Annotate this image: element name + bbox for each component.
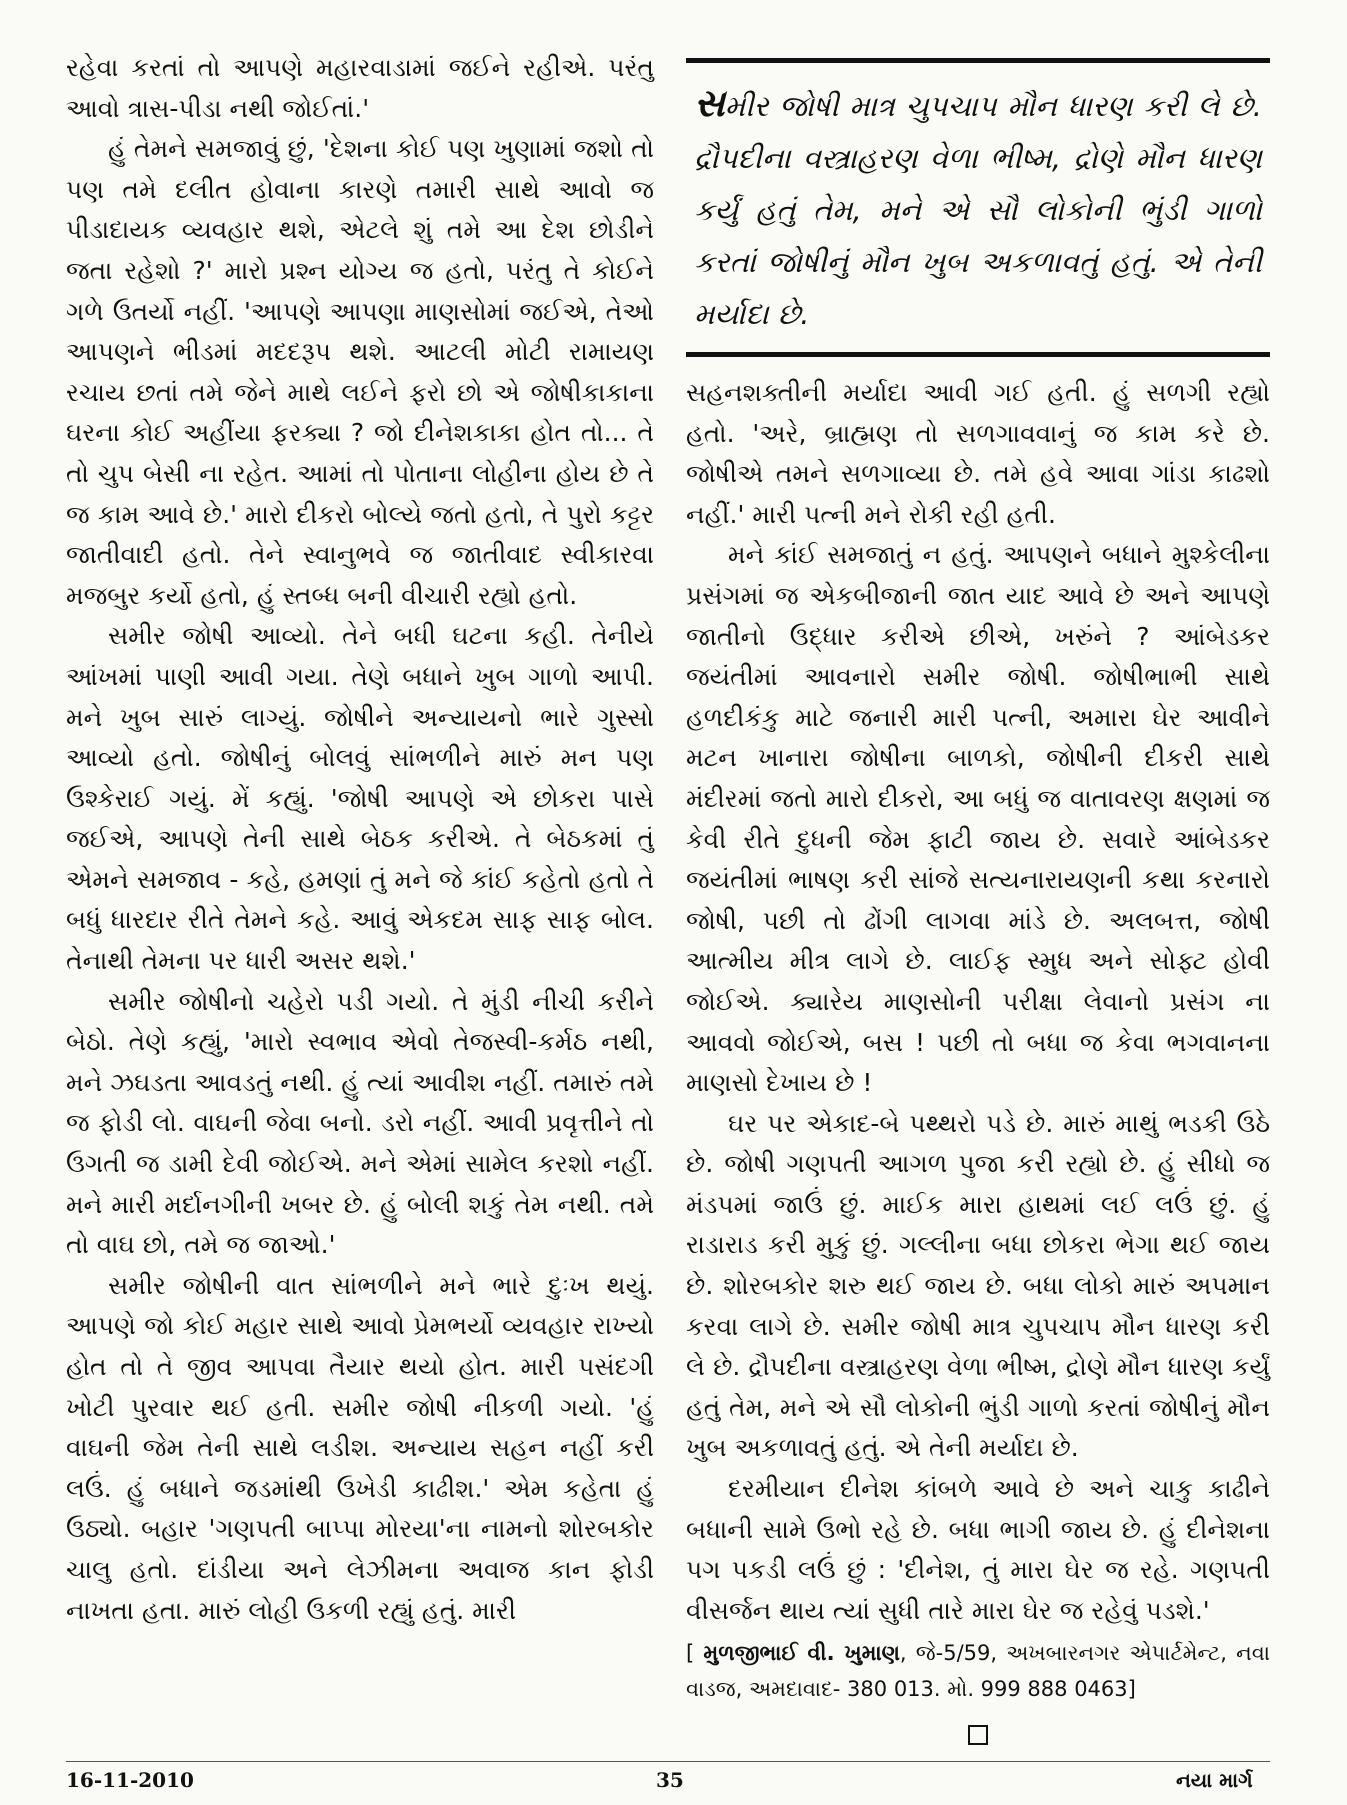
author-address: , જે-5/59, અખબારનગર એપાર્ટમેન્ટ, નવા વાડજ, અમદાવાદ- 380 013. મો. 999 888 0463] bbox=[686, 1641, 1270, 1702]
end-of-article-icon bbox=[968, 1725, 988, 1745]
footer-divider bbox=[66, 1761, 1270, 1762]
author-credit bbox=[686, 1635, 1270, 1707]
author-name: મુળજીભાઈ વી. ખુમાણ bbox=[703, 1641, 900, 1666]
right-column bbox=[686, 48, 1270, 1745]
drop-cap: સ bbox=[694, 81, 725, 125]
pull-quote-text: મીર જોષી માત્ર ચુપચાપ મૌન ધારણ કરી લે છે. દ્રૌપદીના વસ્ત્રાહરણ વેળા ભીષ્મ, દ્રોણે મૌન ધારણ કર્યું હતું તેમ, મને એ સૌ લોકોની ભુંડી ગાળો કરતાં જોષીનું મૌન ખુબ અકળાવતું હતું. એ તેની મર્યાદા છે. bbox=[694, 89, 1262, 331]
pull-quote bbox=[686, 58, 1270, 357]
paragraph: મને કાંઈ સમજાતું ન હતું. આપણને બધાને મુશ્કેલીના પ્રસંગમાં જ એકબીજાની જાત યાદ આવે છે અને આપણે જાતીનો ઉદ્ધાર કરીએ છીએ, ખરુંને ? આંબેડકર જયંતીમાં આવનારો સમીર જોષી. જોષીભાભી સાથે હળદીકંકુ માટે જનારી મારી પત્ની, અમારા ઘેર આવીને મટન ખાનારા જોષીના બાળકો, જોષીની દીકરી સાથે મંદીરમાં જતો મારો દીકરો, આ બધું જ વાતાવરણ ક્ષણમાં જ કેવી રીતે દુધની જેમ ફાટી જાય છે. સવારે આંબેડકર જયંતીમાં ભાષણ કરી સાંજે સત્યનારાયણની કથા કરનારો જોષી, પછી તો ઢોંગી લાગવા માંડે છે. અલબત્ત, જોષી આત્મીય મીત્ર લાગે છે. લાઈફ સ્મુધ અને સોફ્ટ હોવી જોઈએ. ક્યારેય માણસોની પરીક્ષા લેવાનો પ્રસંગ ના આવવો જોઈએ, બસ ! પછી તો બધા જ કેવા ભગવાનના માણસો દેખાય છે ! bbox=[686, 540, 1270, 1098]
publication-name: નયા માર્ગ bbox=[1176, 1768, 1253, 1792]
footer-date: 16-11-2010 bbox=[66, 1768, 194, 1792]
paragraph: સમીર જોષીની વાત સાંભળીને મને ભારે દુઃખ થયું. આપણે જો કોઈ મહાર સાથે આવો પ્રેમભર્યો વ્યવહાર રાખ્યો હોત તો તે જીવ આપવા તૈયાર થયો હોત. મારી પસંદગી ખોટી પુરવાર થઈ હતી. સમીર જોષી નીકળી ગયો. 'હું વાઘની જેમ તેની સાથે લડીશ. અન્યાય સહન નહીં કરી લઉં. હું બધાને જડમાંથી ઉખેડી કાઢીશ.' એમ કહેતા હું ઉઠ્યો. બહાર 'ગણપતી બાપ્પા મોરયા'ના નામનો શોરબકોર ચાલુ હતો. દાંડીયા અને લેઝીમના અવાજ કાન ફોડી નાખતા હતા. મારું લોહી ઉકળી રહ્યું હતું. મારી bbox=[66, 1270, 654, 1625]
paragraph: સમીર જોષી આવ્યો. તેને બધી ઘટના કહી. તેનીયે આંખમાં પાણી આવી ગયા. તેણે બધાને ખુબ ગાળો આપી. મને ખુબ સારું લાગ્યું. જોષીને અન્યાયનો ભારે ગુસ્સો આવ્યો હતો. જોષીનું બોલવું સાંભળીને મારું મન પણ ઉશ્કેરાઈ ગયું. મેં કહ્યું. 'જોષી આપણે એ છોકરા પાસે જઈએ, આપણે તેની સાથે બેઠક કરીએ. તે બેઠકમાં તું એમને સમજાવ - કહે, હમણાં તું મને જે કાંઈ કહેતો હતો તે બધું ધારદાર રીતે તેમને કહે. આવું એકદમ સાફ સાફ બોલ. તેનાથી તેમના પર ધારી અસર થશે.' bbox=[66, 621, 654, 976]
paragraph: હું તેમને સમજાવું છું, 'દેશના કોઈ પણ ખુણામાં જશો તો પણ તમે દલીત હોવાના કારણે તમારી સાથે આવો જ પીડાદાયક વ્યવહાર થશે, એટલે શું તમે આ દેશ છોડીને જતા રહેશો ?' મારો પ્રશ્ન યોગ્ય જ હતો, પરંતુ તે કોઈને ગળે ઉતર્યો નહીં. 'આપણે આપણા માણસોમાં જઈએ, તેઓ આપણને ભીડમાં મદદરૂપ થશે. આટલી મોટી રામાયણ રચાય છતાં તમે જેને માથે લઈને ફરો છો એ જોષીકાકાના ઘરના કોઈ અહીંયા ફરક્યા ? જો દીનેશકાકા હોત તો... તે તો ચુપ બેસી ના રહેત. આમાં તો પોતાના લોહીના હોય છે તે જ કામ આવે છે.' મારો દીકરો બોલ્યે જતો હતો, તે પુરો કટ્ટર જાતીવાદી હતો. તેને સ્વાનુભવે જ જાતીવાદ સ્વીકારવા મજબુર કર્યો હતો, હું સ્તબ્ધ બની વીચારી રહ્યો હતો. bbox=[66, 134, 654, 610]
page-number: 35 bbox=[656, 1768, 684, 1792]
paragraph: ઘર પર એકાદ-બે પથ્થરો પડે છે. મારું માથું ભડકી ઉઠે છે. જોષી ગણપતી આગળ પુજા કરી રહ્યો છે. હું સીધો જ મંડપમાં જાઉં છું. માઈક મારા હાથમાં લઈ લઉં છું. હું રાડારાડ કરી મુકું છું. ગલ્લીના બધા છોકરા ભેગા થઈ જાય છે. શોરબકોર શરુ થઈ જાય છે. બધા લોકો મારું અપમાન કરવા લાગે છે. સમીર જોષી માત્ર ચુપચાપ મૌન ધારણ કરી લે છે. દ્રૌપદીના વસ્ત્રાહરણ વેળા ભીષ્મ, દ્રોણે મૌન ધારણ કર્યું હતું તેમ, મને એ સૌ લોકોની ભુંડી ગાળો કરતાં જોષીનું મૌન ખુબ અકળાવતું હતું. એ તેની મર્યાદા છે. bbox=[686, 1108, 1270, 1463]
credit-bracket: [ bbox=[686, 1641, 695, 1666]
paragraph: સમીર જોષીનો ચહેરો પડી ગયો. તે મુંડી નીચી કરીને બેઠો. તેણે કહ્યું, 'મારો સ્વભાવ એવો તેજસ્વી-કર્મઠ નથી, મને ઝઘડતા આવડતું નથી. હું ત્યાં આવીશ નહીં. તમારું તમે જ ફોડી લો. વાઘની જેવા બનો. ડરો નહીં. આવી પ્રવૃત્તીને તો ઉગતી જ ડામી દેવી જોઈએ. મને એમાં સામેલ કરશો નહીં. મને મારી મર્દાનગીની ખબર છે. હું બોલી શકું તેમ નથી. તમે તો વાઘ છો, તમે જ જાઓ.' bbox=[66, 986, 654, 1260]
paragraph: દરમીયાન દીનેશ કાંબળે આવે છે અને ચાકુ કાઢીને બધાની સામે ઉભો રહે છે. બધા ભાગી જાય છે. હું દીનેશના પગ પકડી લઉં છું : 'દીનેશ, તું મારા ઘેર જ રહે. ગણપતી વીસર્જન થાય ત્યાં સુધી તારે મારા ઘેર જ રહેવું પડશે.' bbox=[686, 1474, 1270, 1625]
left-column bbox=[66, 48, 654, 1631]
paragraph: રહેવા કરતાં તો આપણે મહારવાડામાં જઈને રહીએ. પરંતુ આવો ત્રાસ-પીડા નથી જોઈતાં.' bbox=[66, 53, 654, 123]
paragraph: સહનશક્તીની મર્યાદા આવી ગઈ હતી. હું સળગી રહ્યો હતો. 'અરે, બ્રાહ્મણ તો સળગાવવાનું જ કામ કરે છે. જોષીએ તમને સળગાવ્યા છે. તમે હવે આવા ગાંડા કાઢશો નહીં.' મારી પત્ની મને રોકી રહી હતી. bbox=[686, 378, 1270, 529]
